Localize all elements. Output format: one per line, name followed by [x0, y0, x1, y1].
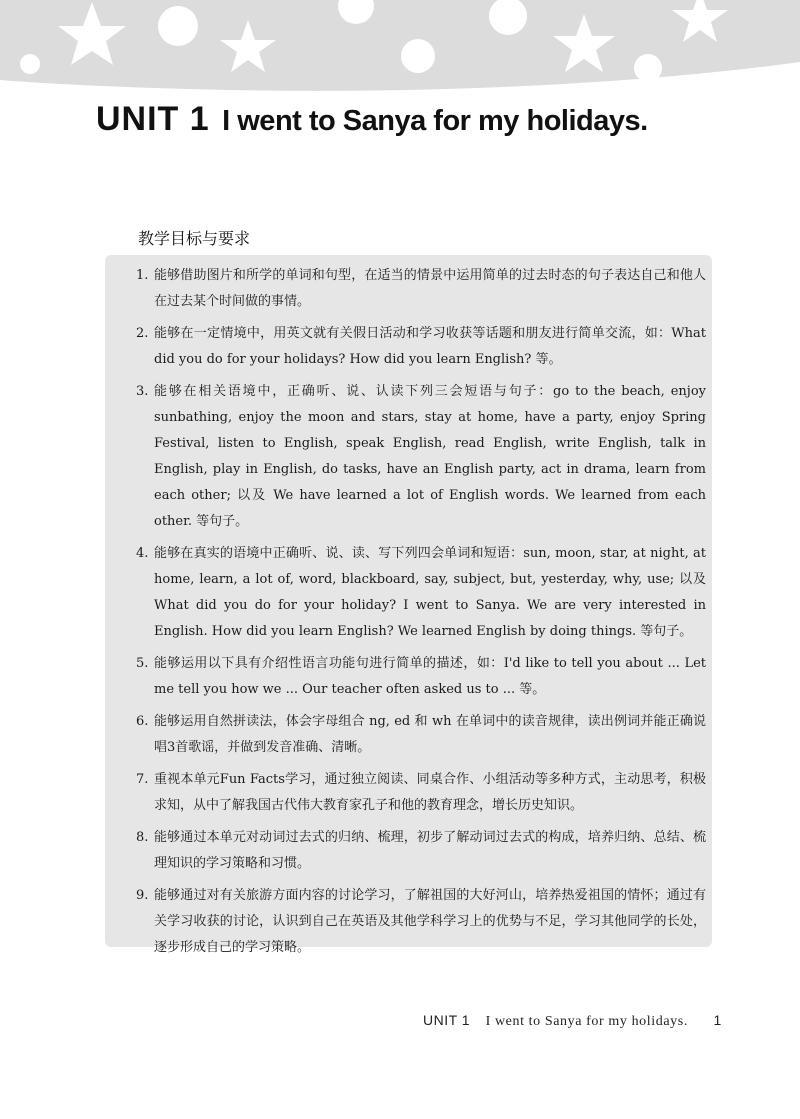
section-heading: 教学目标与要求	[138, 229, 251, 248]
objective-number: 7.	[136, 772, 149, 787]
objective-text: 重视本单元Fun Facts学习，通过独立阅读、同桌合作、小组活动等多种方式，主动思考，积极求知，从中了解我国古代伟大教育家孔子和他的教育理念，增长历史知识。	[154, 772, 706, 813]
objective-text: 能够在一定情境中，用英文就有关假日活动和学习收获等话题和朋友进行简单交流，如：What did you do for your holidays? How did you learn English? 等。	[154, 326, 706, 367]
unit-title-text: I went to Sanya for my holidays.	[222, 105, 648, 137]
objective-number: 4.	[136, 546, 149, 561]
objective-item	[136, 709, 706, 761]
star-banner-graphic	[0, 0, 800, 96]
objective-number: 6.	[136, 714, 149, 729]
decorative-banner	[0, 0, 800, 96]
objective-item	[136, 825, 706, 877]
objective-number: 5.	[136, 656, 149, 671]
unit-title	[96, 100, 796, 139]
footer-title: I went to Sanya for my holidays.	[485, 1014, 688, 1029]
objective-text: 能够在相关语境中，正确听、说、认读下列三会短语与句子：go to the beach, enjoy sunbathing, enjoy the moon and stars, stay at home, have a party, enjoy Spring Festival, listen to English, speak English, read English, write English, talk in English, play in English, do tasks, have an English party, act in drama, learn from each other; 以及 We have learned a lot of English words. We learned from each other. 等句子。	[154, 384, 706, 529]
objective-item	[136, 883, 706, 961]
objective-text: 能够在真实的语境中正确听、说、读、写下列四会单词和短语：sun, moon, star, at night, at home, learn, a lot of, word, blackboard, say, subject, but, yesterday, why, use; 以及 What did you do for your holiday? I went to Sanya. We are very interested in English. How did you learn English? We learned English by doing things. 等句子。	[154, 546, 706, 639]
unit-label: UNIT 1	[96, 100, 210, 138]
page-footer	[423, 1012, 721, 1030]
objective-number: 9.	[136, 888, 149, 903]
objective-item	[136, 263, 706, 315]
objective-text: 能够运用自然拼读法，体会字母组合 ng, ed 和 wh 在单词中的读音规律，读出例词并能正确说唱3首歌谣，并做到发音准确、清晰。	[154, 714, 706, 755]
objective-item	[136, 541, 706, 645]
page-number: 1	[713, 1012, 722, 1028]
objective-number: 1.	[136, 268, 149, 283]
objective-text: 能够通过对有关旅游方面内容的讨论学习，了解祖国的大好河山，培养热爱祖国的情怀；通过有关学习收获的讨论，认识到自己在英语及其他学科学习上的优势与不足，学习其他同学的长处，逐步形成自己的学习策略。	[154, 888, 706, 955]
objective-text: 能够通过本单元对动词过去式的归纳、梳理，初步了解动词过去式的构成，培养归纳、总结、梳理知识的学习策略和习惯。	[154, 830, 706, 871]
objective-number: 3.	[136, 384, 149, 399]
objective-text: 能够运用以下具有介绍性语言功能句进行简单的描述，如：I'd like to tell you about ... Let me tell you how we ... Our teacher often asked us to ... 等。	[154, 656, 706, 697]
objectives-list	[136, 263, 706, 967]
footer-unit-label: UNIT 1	[423, 1012, 471, 1028]
objective-item	[136, 321, 706, 373]
objective-number: 2.	[136, 326, 149, 341]
objective-item	[136, 379, 706, 535]
objective-text: 能够借助图片和所学的单词和句型，在适当的情景中运用简单的过去时态的句子表达自己和他人在过去某个时间做的事情。	[154, 268, 706, 309]
objective-item	[136, 651, 706, 703]
objective-number: 8.	[136, 830, 149, 845]
objective-item	[136, 767, 706, 819]
